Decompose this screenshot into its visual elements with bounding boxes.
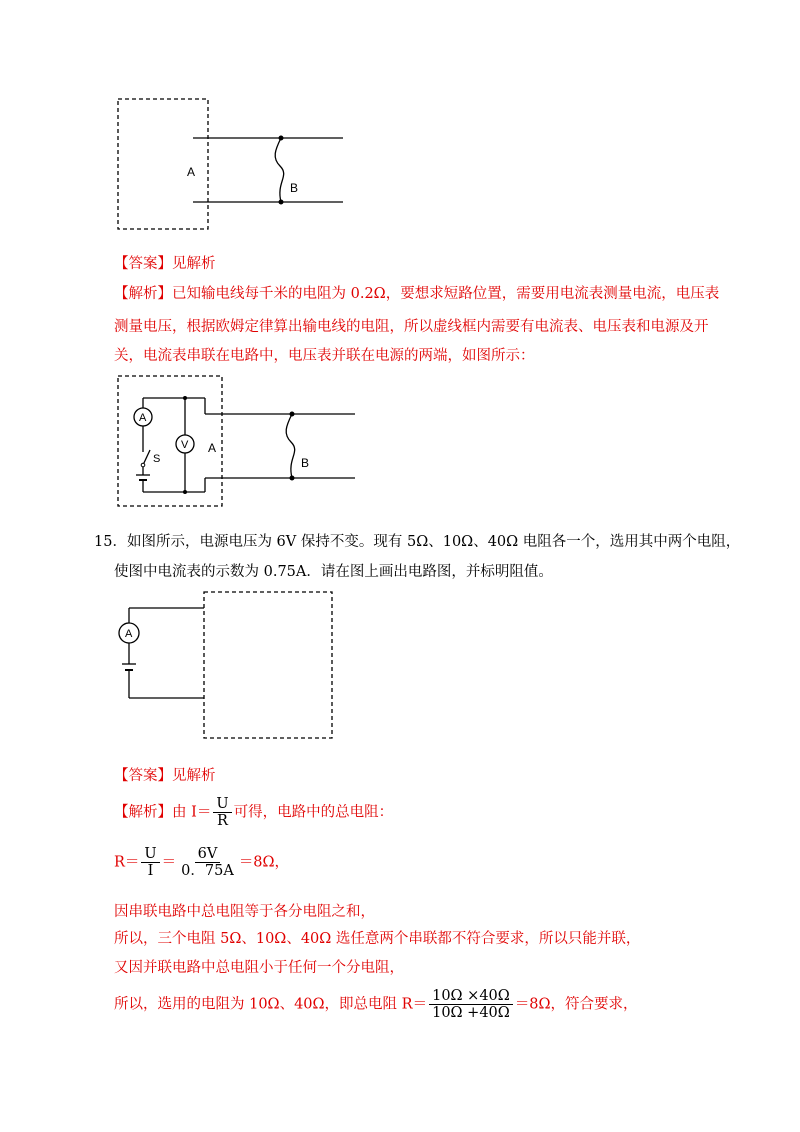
- analysis-1-line-1: 【解析】已知输电线每千米的电阻为 0.2Ω，要想求短路位置，需要用电流表测量电流，电压表: [114, 286, 720, 302]
- label-b: B: [301, 456, 310, 470]
- analysis-tag: 【解析】: [114, 286, 172, 302]
- label-a: A: [187, 165, 196, 179]
- label-b: B: [290, 181, 299, 195]
- fraction-6v-over-075a: $\frac{6V}{0.75A}$: [181, 846, 234, 879]
- analysis-2-line-4: 所以，三个电阻 5Ω、10Ω、40Ω 选任意两个串联都不符合要求，所以只能并联，: [114, 931, 641, 947]
- question-15-line-1: 15．如图所示，电源电压为 6V 保持不变。现有 5Ω、10Ω、40Ω 电阻各一个，选用其中两个电阻，: [94, 534, 741, 550]
- fraction-u-over-r: $\frac{U}{R}$: [213, 796, 231, 829]
- label-a: A: [208, 441, 217, 455]
- analysis-2-formula: R＝ $\frac{U}{I}$ ＝ $\frac{6V}{0.75A}$ ＝8Ω，: [114, 846, 290, 879]
- analysis-1-line-2: 测量电压，根据欧姆定律算出输电线的电阻，所以虚线框内需要有电流表、电压表和电源及开: [114, 319, 709, 335]
- ammeter-label: A: [125, 628, 133, 640]
- answer-text: 见解析: [172, 768, 216, 784]
- analysis-tag: 【解析】: [114, 804, 172, 821]
- analysis-2-line-6: 所以，选用的电阻为 10Ω、40Ω，即总电阻 R＝ $\frac{10\Omega \times 40\Omega}{10\Omega +40\Omega}$ ＝8Ω，符合要求，: [114, 988, 638, 1021]
- answer-2: [114, 766, 216, 786]
- analysis-1-line-3: 关，电流表串联在电路中，电压表并联在电源的两端，如图所示：: [114, 348, 535, 364]
- answer-tag: 【答案】: [114, 768, 172, 784]
- fraction-u-over-i: $\frac{U}{I}$: [141, 846, 159, 879]
- voltmeter-label: V: [181, 439, 189, 451]
- question-number: 15．: [94, 534, 127, 550]
- analysis-2-line-5: 又因并联电路中总电阻小于任何一个分电阻，: [114, 960, 404, 976]
- switch-label: S: [153, 453, 161, 465]
- dashed-box: [204, 592, 332, 738]
- answer-text: 见解析: [172, 256, 216, 272]
- answer-tag: 【答案】: [114, 256, 172, 272]
- analysis-2-line-3: 因串联电路中总电阻等于各分电阻之和，: [114, 904, 375, 920]
- analysis-2-line-1: 【解析】由 I＝ $\frac{U}{R}$ 可得，电路中的总电阻：: [114, 796, 394, 829]
- ammeter-label: A: [139, 412, 147, 424]
- fraction-parallel-resistance: $\frac{10\Omega \times 40\Omega}{10\Omega +40\Omega}$: [429, 988, 513, 1021]
- question-15-line-2: 使图中电流表的示数为 0.75A．请在图上画出电路图，并标明阻值。: [114, 564, 553, 580]
